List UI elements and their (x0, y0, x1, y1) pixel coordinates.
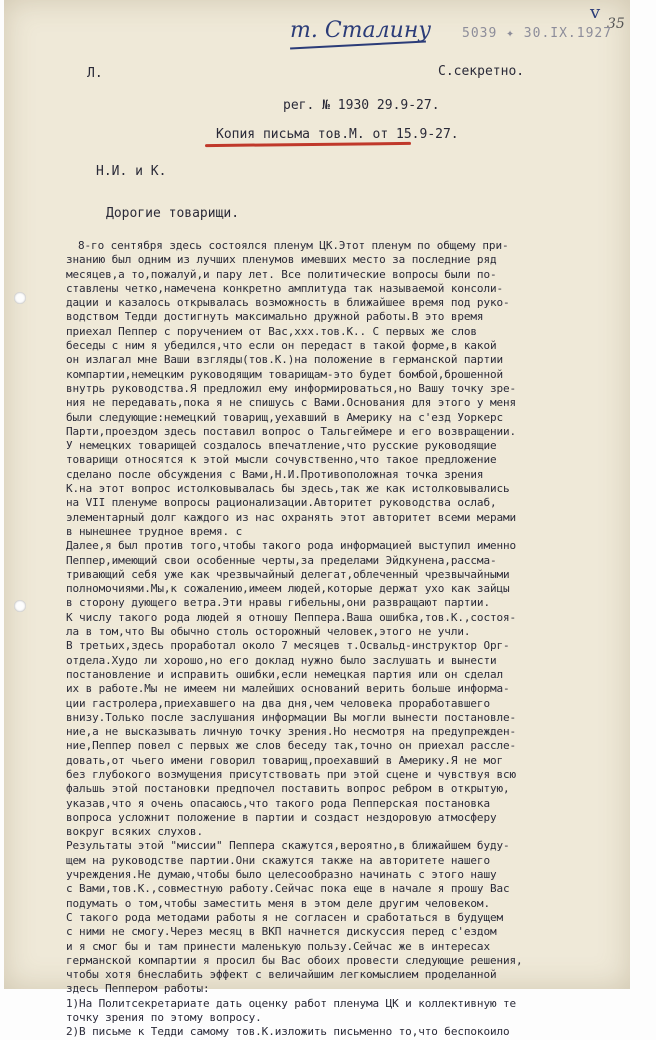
body-line: без глубокого возмущения присутствовать при этой сцене и чувствуя всю (66, 767, 517, 781)
handwritten-check-mark: v (590, 2, 601, 23)
body-line: ние,Пеппер повел с первых же слов беседу так,точно он приехал рассле- (66, 739, 517, 753)
body-line: учреждения.Не думаю,чтобы было целесообразно начинать с этого нашу (66, 868, 497, 882)
letter-body (66, 239, 626, 1040)
body-line: указав,что я очень опасаюсь,что такого рода Пепперская постановка (66, 796, 490, 810)
body-line: ние,а не высказывать личную точку зрения.Но несмотря на предупрежден- (66, 725, 517, 739)
body-line: щем на руководстве партии.Они скажутся также на авторитете нашего (66, 853, 490, 867)
body-line: с ними не смогу.Через месяц в ВКП начнется дискуссия перед с'ездом (66, 925, 497, 939)
body-line: отдела.Худо ли хорошо,но его доклад нужно было заслушать и вынести (66, 653, 497, 667)
addressees: Н.И. и К. (96, 164, 167, 179)
body-line: он излагал мне Ваши взгляды(тов.К.)на положение в германской партии (66, 353, 504, 367)
body-line: 2)В письме к Тедди самому тов.К.изложить письменно то,что беспокоило (66, 1025, 510, 1039)
body-line: в сторону дующего ветра.Эти нравы гибельны,они развращают партии. (66, 596, 490, 610)
secrecy-label: С.секретно. (438, 64, 525, 79)
body-line: здесь Пеппером работы: (66, 982, 210, 996)
copy-title: Копия письма тов.М. от 15.9-27. (216, 127, 459, 142)
body-line: товарищи относятся к этой мысли сочувственно,что такое предложение (66, 453, 497, 467)
body-line: беседы с ним я убедился,что если он передаст в такой форме,в какой (66, 339, 497, 353)
body-line: точку зрения по этому вопросу. (66, 1011, 262, 1025)
body-line: сделано после обсуждения с Вами,Н.И.Противоположная точка зрения (66, 467, 484, 481)
body-line: внизу.Только после заслушания информации Вы могли вынести постановле- (66, 710, 517, 724)
body-line: Пеппер,имеющий свои особенные черты,за пределами Эйдкунена,рассма- (66, 553, 497, 567)
body-line: германской компартии я просил бы Вас обоих провести следующие решения, (66, 953, 523, 967)
body-line: 8-го сентября здесь состоялся пленум ЦК.Этот пленум по общему при- (78, 239, 509, 252)
page-number: 35 (607, 16, 625, 32)
body-line: были следующие:немецкий товарищ,уехавший в Америку на с'езд Уоркерс (66, 410, 504, 424)
body-line: К.на этот вопрос истолковывалась бы здесь,так же как истолковывались (66, 482, 510, 496)
body-line: компартии,немецким руководящим товарищам-это будет бомбой,брошенной (66, 367, 504, 381)
body-line: 1)На Политсекретариате дать оценку работ пленума ЦК и коллективную те (66, 996, 517, 1010)
body-line: вопроса усложнит положение в партии и создаст нездоровую атмосферу (66, 810, 497, 824)
body-line: с Вами,тов.К.,совместную работу.Сейчас пока еще в начале я прошу Вас (66, 882, 510, 896)
body-line: на VII пленуме вопросы рационализации.Авторитет руководства ослаб, (66, 496, 497, 510)
body-line: и я смог бы и там принести маленькую пользу.Сейчас же в интересах (66, 939, 490, 953)
body-line: вокруг всяких слухов. (66, 825, 203, 839)
body-line: чтобы хотя бнеслабить эффект с величайшим легкомыслием проделанной (66, 968, 497, 982)
body-line: Парти,проездом здесь поставил вопрос о Тальгеймере и его возвращении. (66, 424, 517, 438)
body-line: С такого рода методами работы я не согласен и сработаться в будущем (66, 910, 504, 924)
punch-hole (14, 600, 26, 612)
body-line: внутрь руководства.Я предложил ему информироваться,но Вашу точку зре- (66, 381, 517, 395)
body-line: ставлены четко,намечена конкретно амплитуда так называемой консоли- (66, 281, 504, 295)
body-line: К числу такого рода людей я отношу Пеппера.Ваша ошибка,тов.К.,состоя- (66, 610, 517, 624)
body-line: В третьих,здесь проработал около 7 месяцев т.Освальд-инструктор Орг- (66, 639, 510, 653)
salutation: Дорогие товарищи. (106, 206, 240, 221)
handwritten-addressee: т. Сталину (290, 18, 432, 43)
registration-number: рег. № 1930 29.9-27. (283, 98, 440, 113)
body-line: У немецких товарищей создалось впечатление,что русские руководящие (66, 439, 497, 453)
body-line: ции гастролера,приехавшего на два дня,чем человека проработавшего (66, 696, 490, 710)
body-line: довать,от чьего имени говорил товарищ,проехавший в Америку.Я не мог (66, 753, 504, 767)
body-line: Результаты этой "миссии" Пеппера скажутся,вероятно,в ближайшем буду- (66, 839, 510, 853)
registration-stamp: 5039 ✦ 30.IX.1927 (462, 26, 613, 41)
body-line: знанию был одним из лучших пленумов имевших место за последние ряд (66, 253, 497, 267)
body-line: водством Тедди достигнуть максимально дружной работы.В это время (66, 310, 484, 324)
body-line: подумать о том,чтобы заместить меня в этом деле другим человеком. (66, 896, 490, 910)
body-line: фальшь этой постановки предпочел поставить вопрос ребром в открытую, (66, 782, 510, 796)
body-line: дации и казалось открывалась возможность в ближайшее время под руко- (66, 296, 510, 310)
body-line: постановление и исправить ошибки,если немецкая партия или он сделал (66, 667, 504, 681)
body-line: тривающий себя уже как чрезвычайный делегат,облеченный чрезвычайными (66, 567, 510, 581)
body-line: их в работе.Мы не имеем ни малейших оснований верить больше информа- (66, 682, 510, 696)
body-line: ния не передавать,пока я не спишусь с Вами.Основания для этого у меня (66, 396, 517, 410)
body-line: ла в том,что Вы обычно столь осторожный человек,этого не учли. (66, 625, 471, 639)
body-line: Далее,я был против того,чтобы такого рода информацией выступил именно (66, 539, 517, 553)
body-line: приехал Пеппер с поручением от Вас,ххх.тов.К.. С первых же слов (66, 324, 477, 338)
body-line: в нынешнее трудное время. с (66, 524, 243, 538)
body-line: полномочиями.Мы,к сожалению,имеем людей,которые держат ухо как зайцы (66, 582, 510, 596)
letter-mark: Л. (87, 66, 103, 81)
body-line: элементарный долг каждого из нас охранять этот авторитет всеми мерами (66, 510, 517, 524)
punch-hole (14, 292, 26, 304)
body-line: месяцев,а то,пожалуй,и пару лет. Все политические вопросы были по- (66, 267, 497, 281)
